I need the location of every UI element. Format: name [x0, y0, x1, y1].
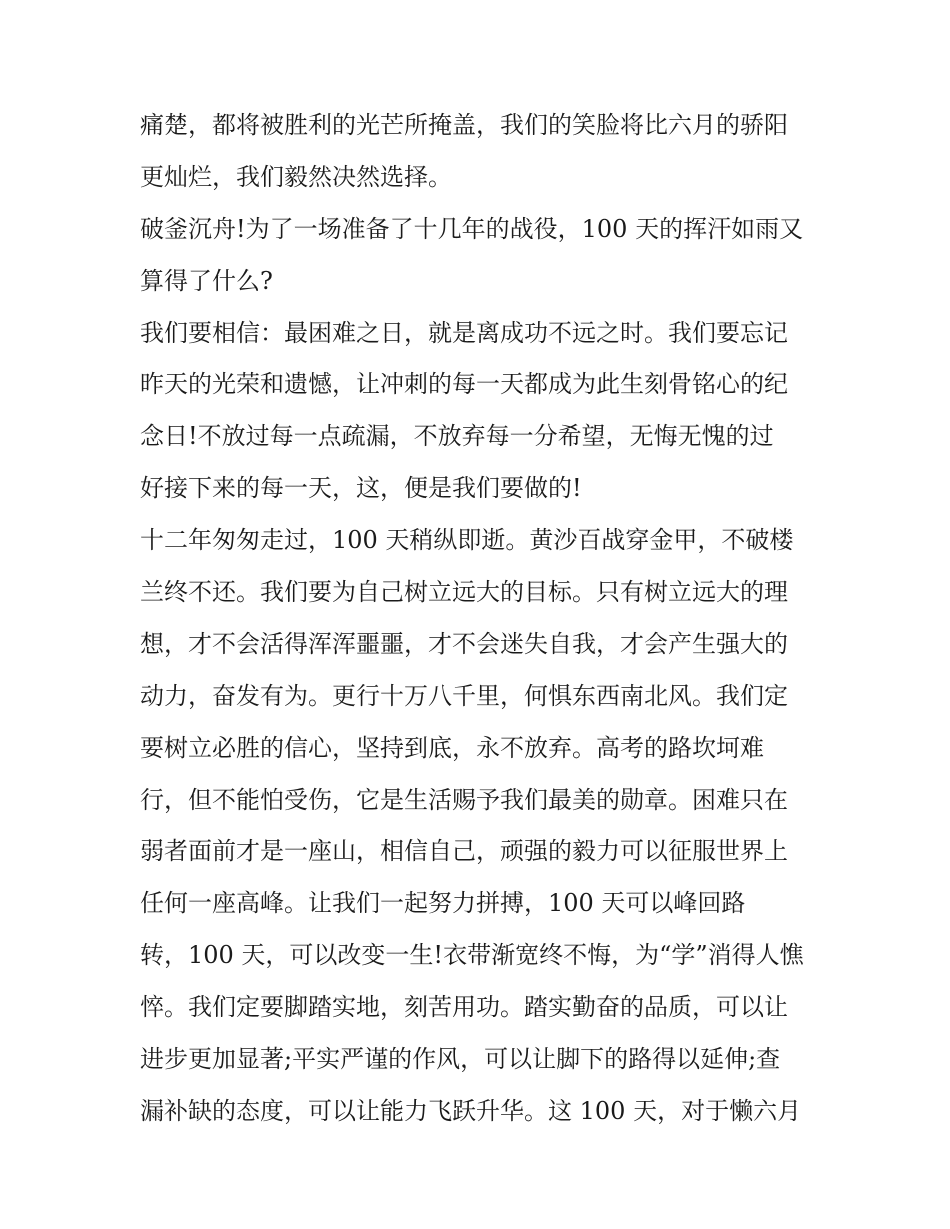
text-line: 任何一座高峰。让我们一起努力拼搏，100 天可以峰回路	[140, 889, 746, 918]
text-line: 动力，奋发有为。更行十万八千里，何惧东西南北风。我们定	[140, 681, 788, 710]
text-line: 痛楚，都将被胜利的光芒所掩盖，我们的笑脸将比六月的骄阳	[140, 111, 788, 139]
text-line: 更灿烂，我们毅然决然选择。	[140, 162, 452, 191]
text-line: 兰终不还。我们要为自己树立远大的目标。只有树立远大的理	[140, 578, 788, 607]
text-line: 好接下来的每一天，这，便是我们要做的!	[140, 474, 582, 503]
text-line: 想，才不会活得浑浑噩噩，才不会迷失自我，才会产生强大的	[140, 629, 788, 658]
text-line: 算得了什么?	[140, 266, 273, 295]
body-text	[140, 100, 820, 1138]
text-line: 昨天的光荣和遗憾，让冲刺的每一天都成为此生刻骨铭心的纪	[140, 370, 788, 399]
text-line: 漏补缺的态度，可以让能力飞跃升华。这 100 天，对于懒六月	[140, 1096, 802, 1125]
text-line: 行，但不能怕受伤，它是生活赐予我们最美的勋章。困难只在	[140, 785, 788, 814]
text-line: 进步更加显著;平实严谨的作风，可以让脚下的路得以延伸;查	[140, 1045, 781, 1074]
text-line: 我们要相信：最困难之日，就是离成功不远之时。我们要忘记	[140, 318, 788, 347]
text-line: 悴。我们定要脚踏实地，刻苦用功。踏实勤奋的品质，可以让	[140, 993, 788, 1022]
text-line: 转，100 天，可以改变一生!衣带渐宽终不悔，为“学”消得人憔	[140, 941, 804, 970]
text-line: 弱者面前才是一座山，相信自己，顽强的毅力可以征服世界上	[140, 837, 788, 866]
text-line: 要树立必胜的信心，坚持到底，永不放弃。高考的路坎坷难	[140, 733, 764, 762]
text-line: 破釜沉舟!为了一场准备了十几年的战役，100 天的挥汗如雨又	[140, 214, 804, 243]
text-line: 十二年匆匆走过，100 天稍纵即逝。黄沙百战穿金甲，不破楼	[140, 526, 794, 555]
text-line: 念日!不放过每一点疏漏，不放弃每一分希望，无悔无愧的过	[140, 422, 774, 451]
